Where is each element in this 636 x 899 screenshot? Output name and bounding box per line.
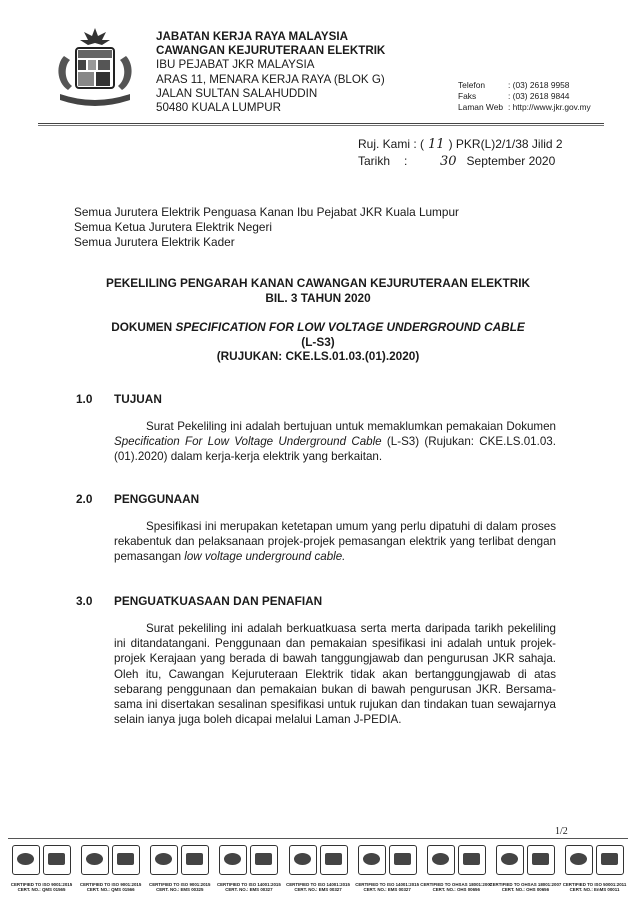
header-divider bbox=[38, 123, 604, 124]
certification-badge: CERTIFIED TO ISO 9001:2015 CERT. NO.: QMS 01566 bbox=[77, 842, 144, 892]
certification-logo-icon bbox=[389, 845, 417, 875]
org-line: ARAS 11, MENARA KERJA RAYA (BLOK G) bbox=[156, 72, 385, 86]
section-body-tujuan: Surat Pekeliling ini adalah bertujuan untuk memaklumkan pemakaian Dokumen Specification For Low Voltage Underground Cable (L-S3) (Rujukan: CKE.LS.01.03.(01).2020) dalam kerja-kerja elektrik yang berkaitan. bbox=[114, 420, 556, 464]
section-body-penguatkuasaan: Surat pekeliling ini adalah berkuatkuasa serta merta daripada tarikh pekeliling ini ditandatangani. Penggunaan dan pemakaian spesifikasi ini adalah untuk projek-projek Kerajaan yang berada di bawah tanggungjawab dan pengurusan JKR sahaja. Oleh itu, Cawangan Kejuruteraan Elektrik tidak akan bertanggungjawab di atas sebarang penggunaan dan pemakaian bukan di bawah pengurusan JKR. Bersama-sama ini disertakan sesalinan spesifikasi untuk rujukan dan tindakan tuan sewajarnya selain ianya juga boleh dicapai melalui Laman J-PEDIA. bbox=[114, 622, 556, 727]
contact-fax: Faks : (03) 2618 9844 bbox=[458, 91, 570, 102]
handwritten-date: 30 bbox=[440, 154, 457, 169]
org-line: CAWANGAN KEJURUTERAAN ELEKTRIK bbox=[156, 44, 386, 58]
certification-badge: CERTIFIED TO ISO 14001:2015 CERT. NO.: EMS 00327 bbox=[215, 842, 282, 892]
circular-title: PEKELILING PENGARAH KANAN CAWANGAN KEJURUTERAAN ELEKTRIK BIL. 3 TAHUN 2020 bbox=[105, 276, 531, 305]
certification-logo-icon bbox=[596, 845, 624, 875]
certification-badge: CERTIFIED TO ISO 14001:2015 CERT. NO.: EMS 00327 bbox=[285, 842, 352, 892]
certification-logo-icon bbox=[43, 845, 71, 875]
org-line: 50480 KUALA LUMPUR bbox=[156, 101, 282, 115]
section-heading-penguatkuasaan: 3.0 PENGUATKUASAAN DAN PENAFIAN bbox=[76, 594, 323, 608]
certification-badge: CERTIFIED TO ISO 9001:2015 CERT. NO.: QMS 01565 bbox=[8, 842, 75, 892]
section-heading-tujuan: 1.0 TUJUAN bbox=[76, 392, 162, 406]
certification-logo-icon bbox=[81, 845, 109, 875]
malaysia-coat-of-arms-icon bbox=[50, 26, 140, 110]
certification-logo-icon bbox=[219, 845, 247, 875]
certification-logo-icon bbox=[527, 845, 555, 875]
reference-date: Tarikh : 30 September 2020 bbox=[358, 154, 556, 169]
certification-logo-icon bbox=[427, 845, 455, 875]
certification-logo-icon bbox=[358, 845, 386, 875]
recipient: Semua Jurutera Elektrik Kader bbox=[74, 235, 235, 249]
certification-badge: CERTIFIED TO ISO 14001:2015 CERT. NO.: EMS 00327 bbox=[354, 842, 421, 892]
certification-badge: CERTIFIED TO OHSAS 18001:2007 CERT. NO.: OHS 00656 bbox=[423, 842, 490, 892]
certification-logo-icon bbox=[250, 845, 278, 875]
footer-divider bbox=[8, 838, 628, 839]
certification-badge: CERTIFIED TO ISO 9001:2015 CERT. NO.: EMS 00325 bbox=[146, 842, 213, 892]
org-line: JABATAN KERJA RAYA MALAYSIA bbox=[156, 30, 348, 43]
certification-logo-icon bbox=[112, 845, 140, 875]
contact-phone: Telefon : (03) 2618 9958 bbox=[458, 80, 570, 90]
certification-strip bbox=[8, 842, 628, 892]
certification-logo-icon bbox=[320, 845, 348, 875]
section-body-penggunaan: Spesifikasi ini merupakan ketetapan umum yang perlu dipatuhi di dalam proses rekabentuk dan pelaksanaan projek-projek pemasangan elektrik yang terlibat dengan pemasangan low voltage underground cable. bbox=[114, 520, 556, 564]
header-divider-secondary bbox=[38, 125, 604, 126]
recipients-list bbox=[74, 205, 459, 250]
certification-logo-icon bbox=[289, 845, 317, 875]
certification-logo-icon bbox=[458, 845, 486, 875]
certification-badge: CERTIFIED TO OHSAS 18001:2007 CERT. NO.: OHS 00656 bbox=[492, 842, 559, 892]
certification-badge: CERTIFIED TO ISO 50001:2011 CERT. NO.: EnMS 00011 bbox=[561, 842, 628, 892]
letterhead-contact bbox=[458, 80, 591, 114]
page-number: 1/2 bbox=[555, 826, 568, 837]
section-heading-penggunaan: 2.0 PENGGUNAAN bbox=[76, 492, 200, 506]
document-title: DOKUMEN SPECIFICATION FOR LOW VOLTAGE UNDERGROUND CABLE (L-S3) (RUJUKAN: CKE.LS.01.03.(01).2020) bbox=[111, 320, 525, 363]
letterhead-organization bbox=[156, 30, 385, 115]
certification-logo-icon bbox=[12, 845, 40, 875]
reference-number: Ruj. Kami : ( 11 ) PKR(L)2/1/38 Jilid 2 bbox=[358, 137, 563, 152]
certification-logo-icon bbox=[496, 845, 524, 875]
org-line: IBU PEJABAT JKR MALAYSIA bbox=[156, 58, 315, 72]
recipient: Semua Jurutera Elektrik Penguasa Kanan Ibu Pejabat JKR Kuala Lumpur bbox=[74, 205, 459, 219]
certification-logo-icon bbox=[565, 845, 593, 875]
certification-logo-icon bbox=[181, 845, 209, 875]
reference-block bbox=[358, 136, 563, 170]
certification-logo-icon bbox=[150, 845, 178, 875]
org-line: JALAN SULTAN SALAHUDDIN bbox=[156, 86, 318, 100]
recipient: Semua Ketua Jurutera Elektrik Negeri bbox=[74, 220, 273, 234]
contact-website: Laman Web : http://www.jkr.gov.my bbox=[458, 102, 591, 113]
handwritten-ref: 11 bbox=[428, 137, 445, 152]
